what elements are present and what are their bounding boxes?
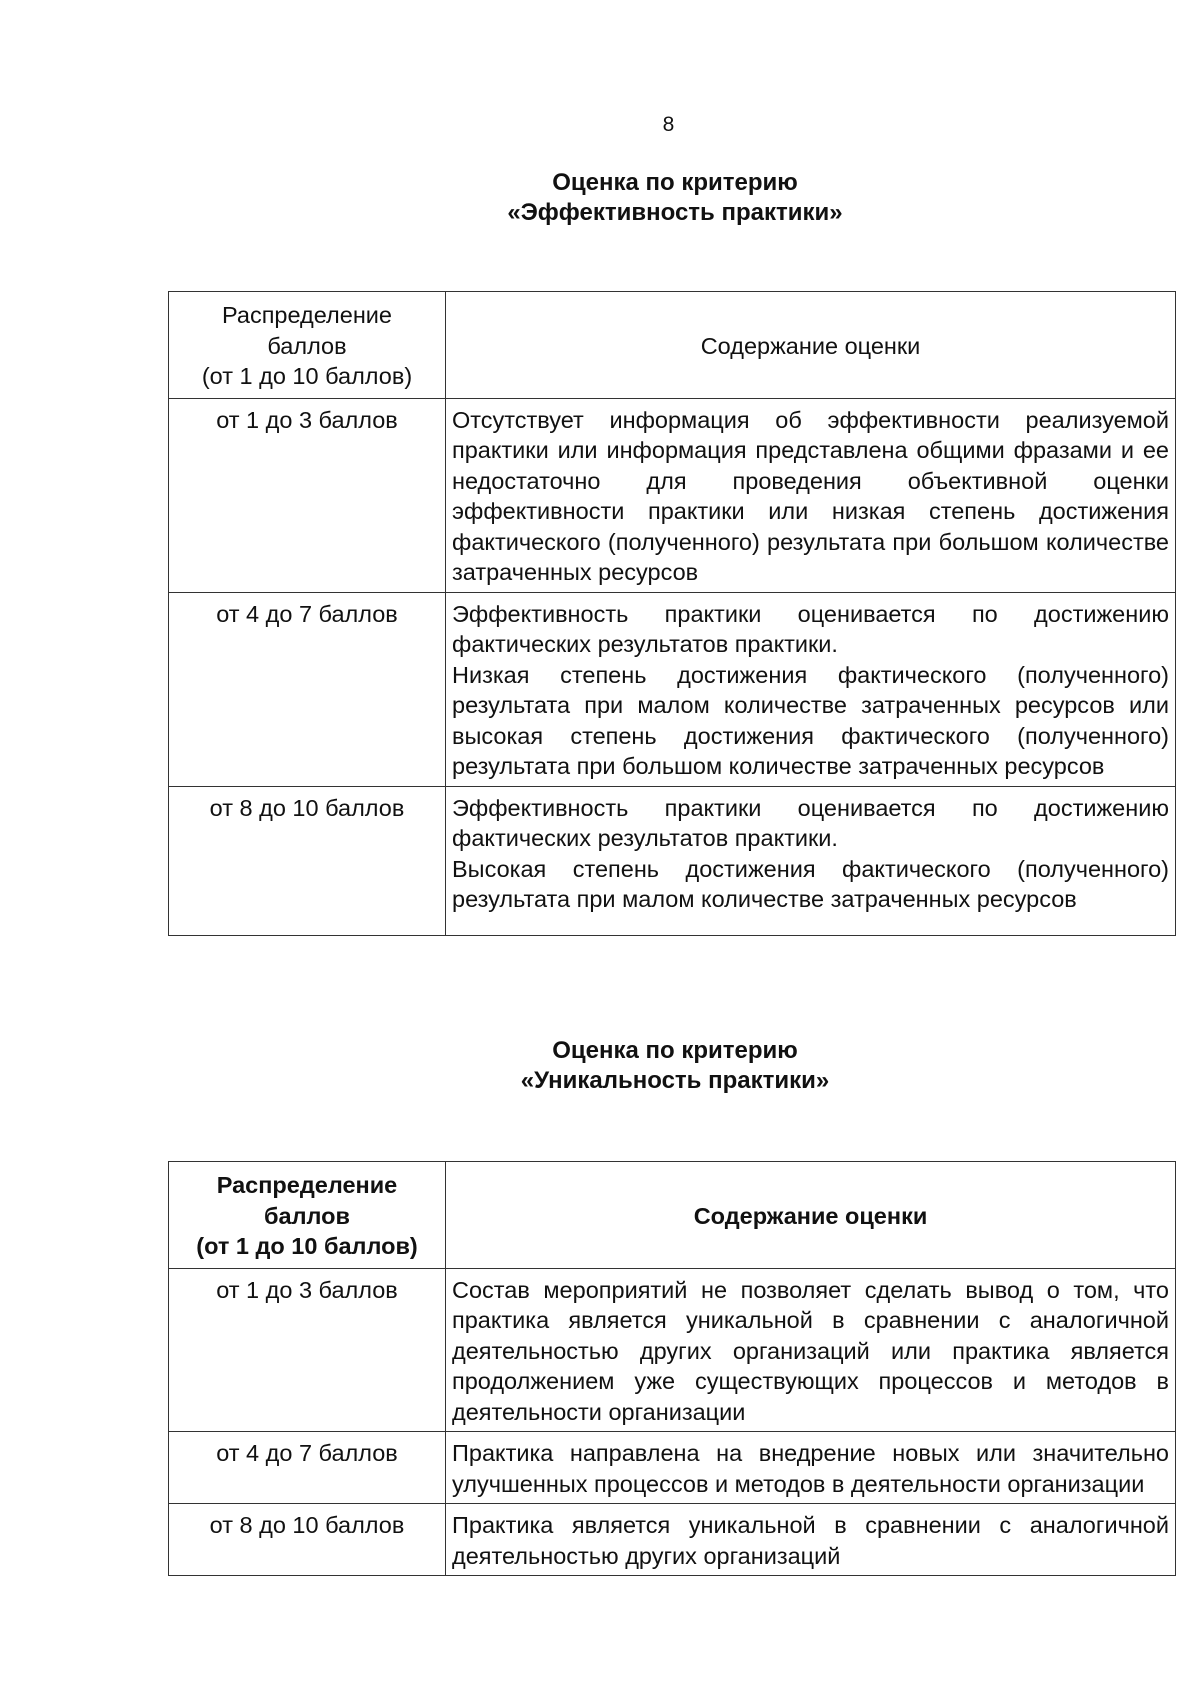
header-evaluation-content: Содержание оценки [446, 292, 1176, 399]
header-evaluation-content: Содержание оценки [446, 1162, 1176, 1269]
evaluation-description-cell: Практика направлена на внедрение новых или значительно улучшенных процессов и методов в деятельности организации [446, 1432, 1176, 1504]
description-paragraph: Эффективность практики оценивается по достижению фактических результатов практики. [452, 600, 1169, 657]
page-number: 8 [662, 113, 675, 136]
table-row [169, 1268, 1176, 1432]
score-range-cell: от 4 до 7 баллов [169, 1432, 446, 1504]
score-range-cell: от 8 до 10 баллов [169, 1504, 446, 1576]
score-range-cell: от 8 до 10 баллов [169, 786, 446, 935]
table-row [169, 786, 1176, 935]
section-title-effectiveness [0, 168, 1200, 228]
evaluation-description-cell [446, 592, 1176, 786]
header-score-distribution: Распределение баллов (от 1 до 10 баллов) [169, 292, 446, 399]
description-paragraph: Низкая степень достижения фактического (полученного) результата при малом количестве затраченных ресурсов или высокая степень достижения фактического (полученного) результата при большом количестве затраченных ресурсов [452, 661, 1169, 779]
effectiveness-table [168, 291, 1176, 936]
table-row [169, 1432, 1176, 1504]
score-range-cell: от 1 до 3 баллов [169, 1268, 446, 1432]
uniqueness-table [168, 1161, 1176, 1576]
section-title-uniqueness [0, 1036, 1200, 1096]
table-header-row [169, 1162, 1176, 1269]
table-row [169, 398, 1176, 592]
description-paragraph: Эффективность практики оценивается по достижению фактических результатов практики. [452, 794, 1169, 851]
evaluation-description-cell: Состав мероприятий не позволяет сделать вывод о том, что практика является уникальной в сравнении с аналогичной деятельностью других организаций или практика является продолжением уже существующих процессов и методов в деятельности организации [446, 1268, 1176, 1432]
evaluation-description-cell [446, 786, 1176, 935]
section-title-line2: «Уникальность практики» [520, 1067, 830, 1094]
section-title-line1: Оценка по критерию [552, 1037, 798, 1064]
evaluation-description-cell: Отсутствует информация об эффективности реализуемой практики или информация представлена общими фразами и ее недостаточно для проведения объективной оценки эффективности практики или низкая степень достижения фактического (полученного) результата при большом количестве затраченных ресурсов [446, 398, 1176, 592]
table-header-row [169, 292, 1176, 399]
section-title-line1: Оценка по критерию [552, 169, 798, 196]
evaluation-description-cell: Практика является уникальной в сравнении с аналогичной деятельностью других организаций [446, 1504, 1176, 1576]
header-score-distribution: Распределение баллов (от 1 до 10 баллов) [169, 1162, 446, 1269]
description-paragraph: Высокая степень достижения фактического (полученного) результата при малом количестве затраченных ресурсов [452, 855, 1169, 912]
section-title-line2: «Эффективность практики» [507, 199, 843, 226]
table-row [169, 592, 1176, 786]
table-row [169, 1504, 1176, 1576]
score-range-cell: от 1 до 3 баллов [169, 398, 446, 592]
score-range-cell: от 4 до 7 баллов [169, 592, 446, 786]
